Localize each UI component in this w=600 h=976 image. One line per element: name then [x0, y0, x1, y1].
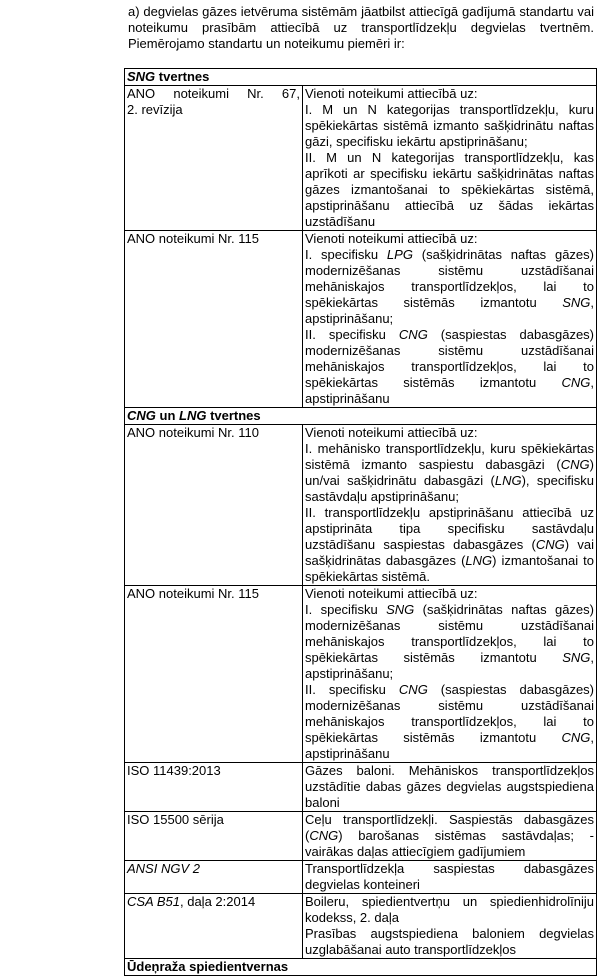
table-row — [125, 861, 597, 894]
standard-name: ANO noteikumi Nr. 110 — [125, 425, 303, 586]
intro-paragraph: a) degvielas gāzes ietvēruma sistēmām jāatbilst attiecīgā gadījumā standartu vai noteikumu prasībām attiecībā uz transportlīdzekļu degvielas tvertnēm. Piemērojamo standartu un noteikumu piemēri ir: — [128, 4, 594, 51]
standard-description: Boileru, spiedientvertņu un spiedienhidrolīniju kodekss, 2. daļa Prasības augstspiediena baloniem degvielas uzglabāšanai auto transportlīdzekļos — [303, 894, 597, 959]
standard-description: Transportlīdzekļa saspiestas dabasgāzes degvielas konteineri — [303, 861, 597, 894]
section-title: SNG tvertnes — [125, 69, 597, 86]
table-row — [125, 763, 597, 812]
standard-description: Gāzes baloni. Mehāniskos transportlīdzekļos uzstādītie dabas gāzes degvielas augstspiediena baloni — [303, 763, 597, 812]
table-row — [125, 586, 597, 763]
standard-name: ISO 15500 sērija — [125, 812, 303, 861]
standard-description: Ceļu transportlīdzekļi. Saspiestās dabasgāzes (CNG) barošanas sistēmas sastāvdaļas; - vairākas daļas attiecīgiem gadījumiem — [303, 812, 597, 861]
section-title: Ūdeņraža spiedientvernas — [125, 959, 597, 976]
standard-name: CSA B51, daļa 2:2014 — [125, 894, 303, 959]
standard-description: Vienoti noteikumi attiecībā uz: I. M un N kategorijas transportlīdzekļu, kuru spēkiekārtas sistēmā izmanto sašķidrinātu naftas gāzi, specifisku iekārtu apstiprināšanu; II. M un N kategorijas transportlīdzekļu, kas aprīkoti ar specifisku iekārtu sašķidrinātas naftas gāzes izmantošanai to spēkiekārtas sistēmā, apstiprināšanu attiecībā uz šādas iekārtas uzstādīšanu — [303, 86, 597, 231]
table-row — [125, 231, 597, 408]
section-hydrogen — [125, 959, 597, 976]
table-row — [125, 425, 597, 586]
standards-table — [124, 68, 597, 976]
standard-description: Vienoti noteikumi attiecībā uz: I. specifisku LPG (sašķidrinātas naftas gāzes) modernizēšanas sistēmu uzstādīšanai mehāniskajos transportlīdzekļos, lai to spēkiekārtas sistēmās izmantotu SNG, apstiprināšanu; II. specifisku CNG (saspiestas dabasgāzes) modernizēšanas sistēmu uzstādīšanai mehāniskajos transportlīdzekļos, lai to spēkiekārtas sistēmās izmantotu CNG, apstiprināšanu — [303, 231, 597, 408]
standard-name: ANO noteikumi Nr. 67, 2. revīzija — [125, 86, 303, 231]
section-sng — [125, 69, 597, 86]
standard-name: ANO noteikumi Nr. 115 — [125, 231, 303, 408]
standard-name: ANO noteikumi Nr. 115 — [125, 586, 303, 763]
standard-description: Vienoti noteikumi attiecībā uz: I. specifisku SNG (sašķidrinātas naftas gāzes) modernizēšanas sistēmu uzstādīšanai mehāniskajos transportlīdzekļos, lai to spēkiekārtas sistēmās izmantotu SNG, apstiprināšanu; II. specifisku CNG (saspiestas dabasgāzes) modernizēšanas sistēmu uzstādīšanai mehāniskajos transportlīdzekļos, lai to spēkiekārtas sistēmās izmantotu CNG, apstiprināšanu — [303, 586, 597, 763]
table-row — [125, 86, 597, 231]
table-row — [125, 894, 597, 959]
section-title: CNG un LNG tvertnes — [125, 408, 597, 425]
section-cng-lng — [125, 408, 597, 425]
standard-description: Vienoti noteikumi attiecībā uz: I. mehānisko transportlīdzekļu, kuru spēkiekārtas sistēmā izmanto saspiestu dabasgāzi (CNG) un/vai sašķidrinātu dabasgāzi (LNG), specifisku sastāvdaļu apstiprināšanu; II. transportlīdzekļu apstiprināšanu attiecībā uz apstiprināta tipa specifisku sastāvdaļu uzstādīšanu saspiestas dabasgāzes (CNG) vai sašķidrinātas dabasgāzes (LNG) izmantošanai to spēkiekārtas sistēmā. — [303, 425, 597, 586]
standard-name: ISO 11439:2013 — [125, 763, 303, 812]
table-row — [125, 812, 597, 861]
standard-name: ANSI NGV 2 — [125, 861, 303, 894]
